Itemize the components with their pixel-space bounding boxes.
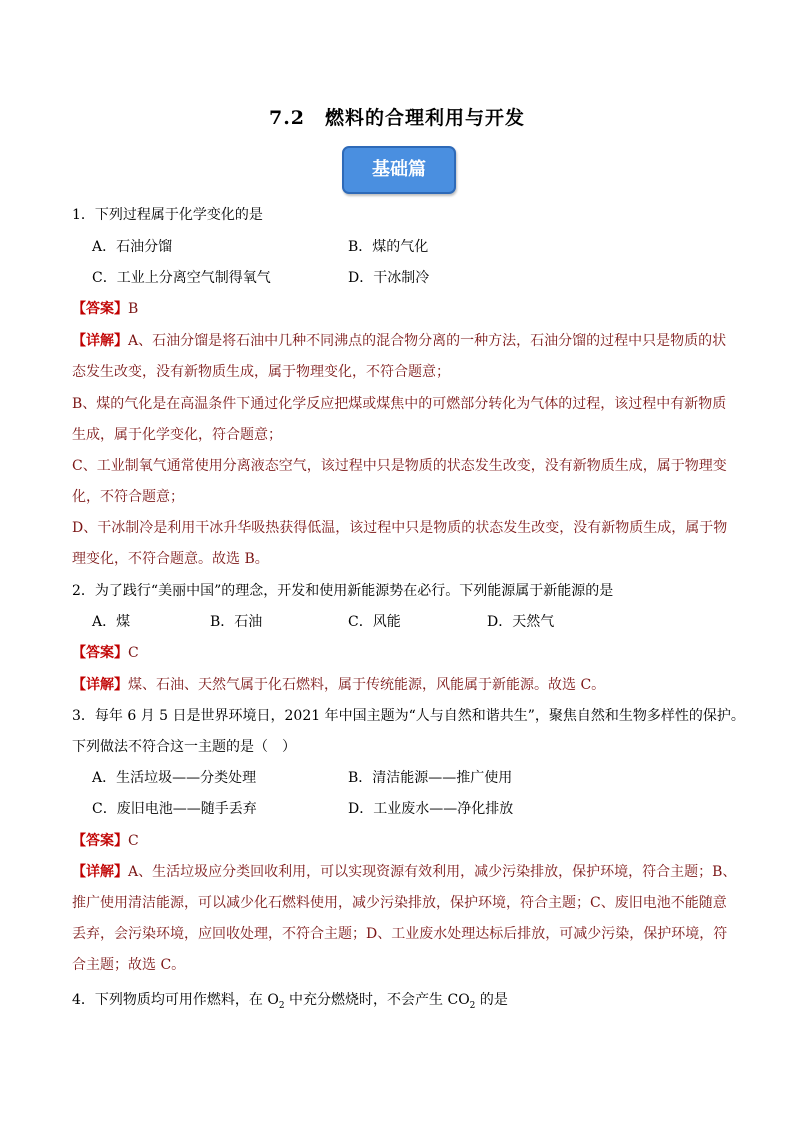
q3-option-a: A．生活垃圾——分类处理 [92,770,257,786]
q3-detail-line-3: 丢弃，会污染环境，应回收处理，不符合主题；D、工业废水处理达标后排放，可减少污染，保护环境，符 [72,926,728,942]
q1-detail-line-1 [72,331,732,351]
q4-stem-part-3: 的是 [475,992,508,1008]
q2-option-a: A．煤 [92,614,131,630]
q3-detail-text-1: A、生活垃圾应分类回收利用，可以实现资源有效利用，减少污染排放，保护环境，符合主题；B、 [128,864,737,880]
q2-option-c: C．风能 [348,614,401,630]
q1-option-a: A．石油分馏 [92,239,173,255]
q1-detail-line-6: 化，不符合题意； [72,489,184,505]
q4-stem-part-1: 4．下列物质均可用作燃料，在 O [72,992,279,1008]
q2-answer [72,643,732,663]
q3-option-d: D．工业废水——净化排放 [348,801,514,817]
q3-detail-line-1 [72,862,737,882]
q2-answer-value: C [128,645,139,661]
q2-option-b: B．石油 [210,614,263,630]
q1-option-d: D．干冰制冷 [348,270,430,286]
q4-sub-co2: 2 [469,1000,476,1011]
q1-option-c: C．工业上分离空气制得氧气 [92,270,271,286]
q1-answer-value: B [128,301,139,317]
q2-stem: 2．为了践行“美丽中国”的理念，开发和使用新能源势在必行。下列能源属于新能源的是 [72,583,614,599]
q3-stem-line-2: 下列做法不符合这一主题的是（ ） [72,739,296,755]
q1-detail-text-1: A、石油分馏是将石油中几种不同沸点的混合物分离的一种方法，石油分馏的过程中只是物质的状 [128,333,727,349]
q3-option-c: C．废旧电池——随手丢弃 [92,801,257,817]
q4-stem [72,990,732,1016]
q4-sub-o2: 2 [278,1000,285,1011]
answer-label: 【答案】 [72,645,128,661]
q1-detail-line-7: D、干冰制冷是利用干冰升华吸热获得低温，该过程中只是物质的状态发生改变，没有新物质生成，属于物 [72,520,728,536]
page-title: 7.2 燃料的合理利用与开发 [268,107,526,129]
detail-label: 【详解】 [72,677,128,693]
detail-label: 【详解】 [72,333,128,349]
q3-stem-line-1: 3．每年 6 月 5 日是世界环境日，2021 年中国主题为“人与自然和谐共生”，聚焦自然和生物多样性的保护。 [72,708,745,724]
q1-detail-line-4: 生成，属于化学变化，符合题意； [72,427,282,443]
q3-answer-value: C [128,833,139,849]
q1-stem: 1．下列过程属于化学变化的是 [72,207,263,223]
q1-answer [72,299,732,319]
section-badge: 基础篇 [342,146,456,194]
q2-detail [72,675,732,695]
q1-detail-line-5: C、工业制氧气通常使用分离液态空气，该过程中只是物质的状态发生改变，没有新物质生成，属于物理变 [72,458,727,474]
q1-detail-line-3: B、煤的气化是在高温条件下通过化学反应把煤或煤焦中的可燃部分转化为气体的过程，该过程中有新物质 [72,396,727,412]
q3-option-b: B．清洁能源——推广使用 [348,770,513,786]
q1-detail-line-8: 理变化，不符合题意。故选 B。 [72,551,269,567]
q2-detail-text: 煤、石油、天然气属于化石燃料，属于传统能源，风能属于新能源。故选 C。 [128,677,606,693]
q1-option-b: B．煤的气化 [348,239,429,255]
answer-label: 【答案】 [72,301,128,317]
q3-detail-line-4: 合主题；故选 C。 [72,957,186,973]
answer-label: 【答案】 [72,833,128,849]
q3-answer [72,831,732,851]
q2-option-d: D．天然气 [487,614,555,630]
q3-detail-line-2: 推广使用清洁能源，可以减少化石燃料使用，减少污染排放，保护环境，符合主题；C、废旧电池不能随意 [72,895,727,911]
q1-detail-line-2: 态发生改变，没有新物质生成，属于物理变化，不符合题意； [72,364,450,380]
q4-stem-part-2: 中充分燃烧时，不会产生 CO [284,992,470,1008]
detail-label: 【详解】 [72,864,128,880]
